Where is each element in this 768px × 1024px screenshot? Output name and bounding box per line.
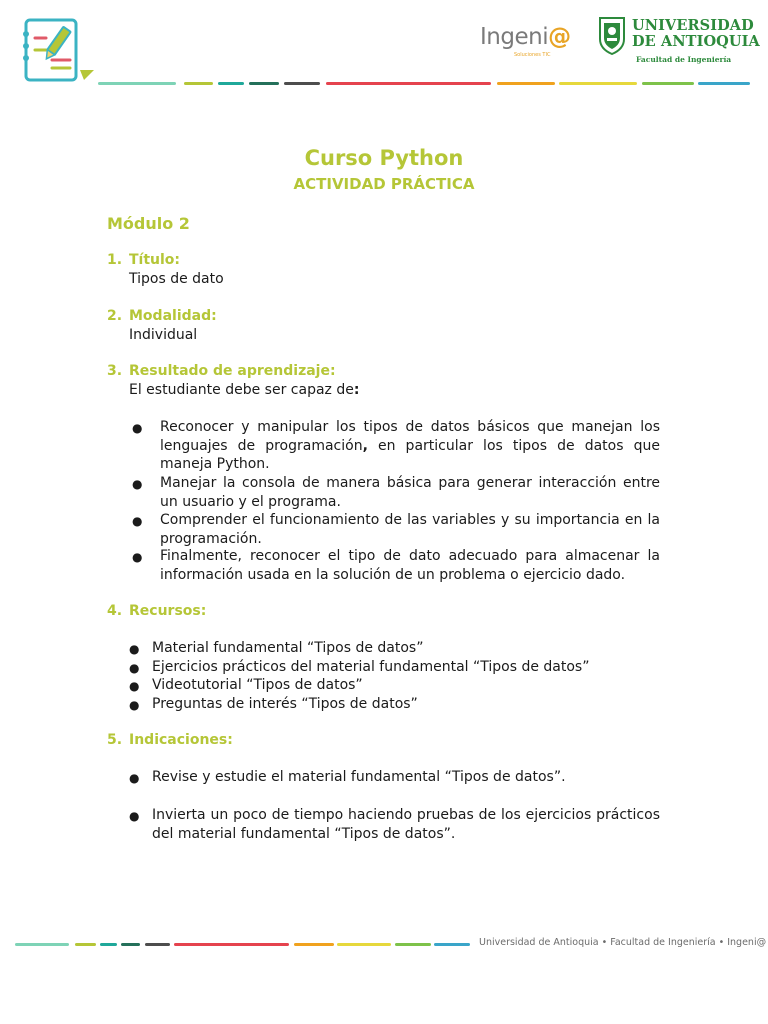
section-heading-title: Título: xyxy=(129,252,181,268)
bullet-icon: ● xyxy=(129,661,140,675)
stripe-segment xyxy=(642,82,694,85)
stripe-segment xyxy=(294,943,334,946)
list-item: Manejar la consola de manera básica para generar interacción entre un usuario y el programa. xyxy=(160,475,660,510)
stripe-segment xyxy=(698,82,750,85)
bullet-icon: ● xyxy=(129,809,140,823)
module-title: Módulo 2 xyxy=(107,214,190,233)
stripe-segment xyxy=(98,82,176,85)
list-item: Invierta un poco de tiempo haciendo pruebas de los ejercicios prácticos del material fundamental “Tipos de datos”. xyxy=(152,807,660,842)
stripe-segment xyxy=(337,943,391,946)
footer-text: Universidad de Antioquia • Facultad de Ingeniería • Ingeni@ xyxy=(479,937,767,948)
list-item: Preguntas de interés “Tipos de datos” xyxy=(152,696,418,712)
list-item: Comprender el funcionamiento de las variables y su importancia en la programación. xyxy=(160,512,660,547)
university-name xyxy=(632,18,762,50)
intro-colon: : xyxy=(353,382,360,398)
stripe-segment xyxy=(174,943,289,946)
section-number: 5. xyxy=(107,732,123,748)
course-title: Curso Python xyxy=(304,146,464,170)
section-heading-resources: Recursos: xyxy=(129,603,207,619)
list-item: Videotutorial “Tipos de datos” xyxy=(152,677,363,693)
bullet-icon: ● xyxy=(129,679,140,693)
stripe-segment xyxy=(284,82,320,85)
stripe-segment xyxy=(497,82,555,85)
list-item: Material fundamental “Tipos de datos” xyxy=(152,640,424,656)
section-intro-learning-outcome xyxy=(129,382,359,398)
section-number: 1. xyxy=(107,252,123,268)
section-text-modality: Individual xyxy=(129,327,198,343)
section-number: 4. xyxy=(107,603,123,619)
section-heading-instructions: Indicaciones: xyxy=(129,732,233,748)
stripe-segment xyxy=(75,943,96,946)
ingenia-logo xyxy=(480,24,572,62)
stripe-segment xyxy=(326,82,491,85)
bullet-icon: ● xyxy=(132,514,143,528)
intro-text: El estudiante debe ser capaz de xyxy=(129,382,354,398)
stripe-segment xyxy=(395,943,431,946)
document-pencil-icon xyxy=(22,16,96,86)
stripe-segment xyxy=(218,82,244,85)
stripe-segment xyxy=(184,82,213,85)
section-heading-learning-outcome: Resultado de aprendizaje: xyxy=(129,363,336,379)
list-item-text: en particular los tipos de datos que maneja Python. xyxy=(160,437,660,472)
activity-title: ACTIVIDAD PRÁCTICA xyxy=(293,175,475,193)
university-seal-icon xyxy=(597,15,627,55)
bullet-icon: ● xyxy=(129,698,140,712)
stripe-segment xyxy=(249,82,279,85)
list-item xyxy=(160,418,660,474)
stripe-segment xyxy=(15,943,69,946)
stripe-segment xyxy=(100,943,117,946)
list-item: Revise y estudie el material fundamental “Tipos de datos”. xyxy=(152,769,566,785)
bullet-icon: ● xyxy=(129,642,140,656)
list-item: Finalmente, reconocer el tipo de dato adecuado para almacenar la información usada en la solución de un problema o ejercicio dado. xyxy=(160,548,660,583)
ingenia-logo-text: Ingeni xyxy=(480,24,549,50)
stripe-segment xyxy=(559,82,637,85)
bullet-icon: ● xyxy=(129,771,140,785)
bullet-icon: ● xyxy=(132,421,143,435)
section-number: 3. xyxy=(107,363,123,379)
bullet-icon: ● xyxy=(132,477,143,491)
stripe-segment xyxy=(434,943,470,946)
stripe-segment xyxy=(145,943,170,946)
section-number: 2. xyxy=(107,308,123,324)
ingenia-tagline: Soluciones TIC xyxy=(514,52,551,58)
stripe-segment xyxy=(121,943,140,946)
bullet-icon: ● xyxy=(132,550,143,564)
list-item-comma: , xyxy=(362,437,368,454)
section-text-title: Tipos de dato xyxy=(129,271,224,287)
university-name-line1: UNIVERSIDAD xyxy=(632,17,754,34)
list-item: Ejercicios prácticos del material fundamental “Tipos de datos” xyxy=(152,659,590,675)
university-faculty: Facultad de Ingeniería xyxy=(636,55,732,64)
list-item-text: Reconocer y manipular los tipos de datos básicos que manejan los lenguajes de programación xyxy=(160,419,660,454)
section-heading-modality: Modalidad: xyxy=(129,308,217,324)
university-name-line2: DE ANTIOQUIA xyxy=(632,33,760,50)
ingenia-logo-at: @ xyxy=(548,24,571,50)
